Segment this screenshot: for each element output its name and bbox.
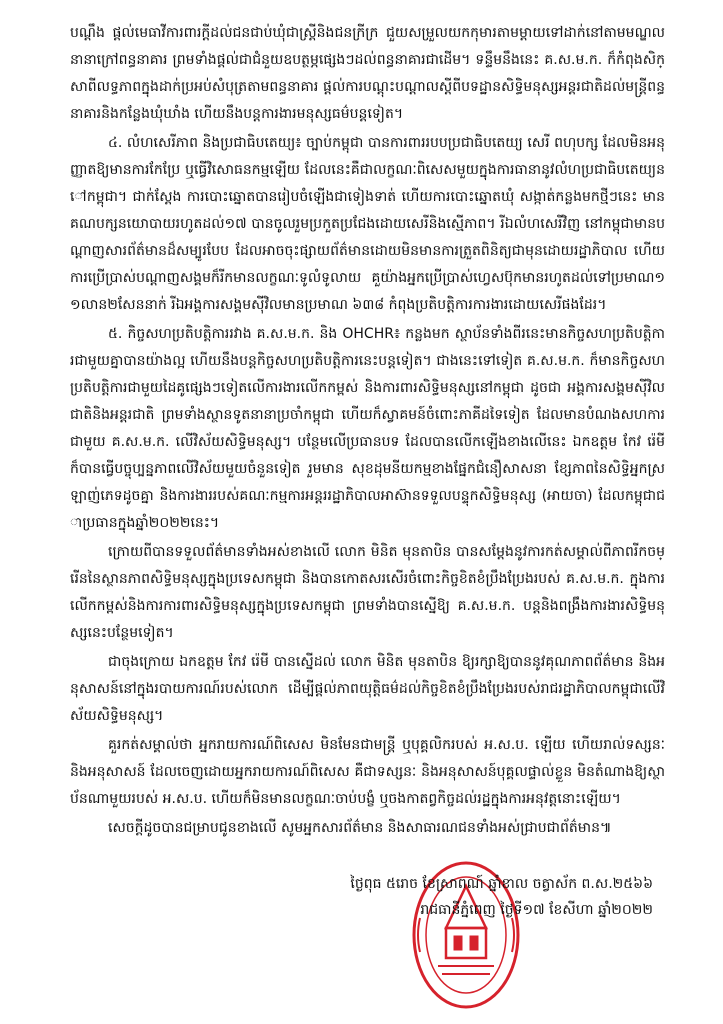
- document-body: [70, 20, 665, 842]
- paragraph-closing-request: ជាចុងក្រោយ ឯកឧត្តម កែវ រ៉េមី បានស្នើដល់ លោក មិនិត មុនតាបិន ឱ្យរក្សាឱ្យបាននូវគុណភាពព័ត៌មាន និងអនុសាសន៍នៅក្នុងរបាយការណ៍របស់លោក ដើម្បីផ្ដល់ភាពយុត្តិធម៌ដល់កិច្ចខិតខំប្រឹងប្រែងរបស់រាជរដ្ឋាភិបាលកម្ពុជាលើវិស័យសិទ្ធិមនុស្ស។: [70, 654, 665, 724]
- dateline-solar: រាជធានីភ្នំពេញ ថ្ងៃទី១៧ ខែសីហា ឆ្នាំ២០២២: [420, 902, 653, 918]
- paragraph-cooperation: ៥. កិច្ចសហប្រតិបត្តិការរវាង គ.ស.ម.ក. និង OHCHR៖ កន្លងមក ស្ថាប័នទាំងពីរនេះមានកិច្ចសហប្រតិបត្តិការជាមួយគ្នាបានយ៉ាងល្អ ហើយនឹងបន្តកិច្ចសហប្រតិបត្តិការនេះបន្តទៀត។ ជាងនេះទៅទៀត គ.ស.ម.ក. ក៏មានកិច្ចសហប្រតិបត្តិការជាមួយដៃគូផ្សេងៗទៀតលើការងារលើកកម្ពស់ និងការពារសិទ្ធិមនុស្សនៅកម្ពុជា ដូចជា អង្គការសង្គមស៊ីវិលជាតិនិងអន្តរជាតិ ព្រមទាំងស្ថានទូតនានាប្រចាំកម្ពុជា ហើយក៏ស្វាគមន៍ចំពោះភាគីដទៃទៀត ដែលមានបំណងសហការជាមួយ គ.ស.ម.ក. លើវិស័យសិទ្ធិមនុស្ស។ បន្ថែមលើប្រធានបទ ដែលបានលើកឡើងខាងលើនេះ ឯកឧត្តម កែវ រ៉េមី ក៏បានធ្វើបច្ចុប្បន្នភាពលើវិស័យមួយចំនួនទៀត រួមមាន សុខដុមនីយកម្មខាងផ្នែកជំនឿសាសនា ខ្សែភាពនៃសិទ្ធិអ្នកស្រឡាញ់ភេទដូចគ្នា និងការងាររបស់គណៈកម្មការអន្តររដ្ឋាភិបាលអាស៊ានទទួលបន្ទុកសិទ្ធិមនុស្ស (អាយចា) ដែលកម្ពុជាជាប្រធានក្នុងឆ្នាំ២០២២នេះ។: [70, 326, 665, 531]
- paragraph-civic-space: ៤. លំហសេរីភាព និងប្រជាធិបតេយ្យ៖ ច្បាប់កម្ពុជា បានការពាររបបប្រជាធិបតេយ្យ សេរី ពហុបក្ស ដែលមិនអនុញ្ញាតឱ្យមានការកែប្រែ ឬធ្វើវិសោធនកម្មឡើយ ដែលនេះគឺជាលក្ខណៈពិសេសមួយក្នុងការធានានូវលំហប្រជាធិបតេយ្យនៅកម្ពុជា។ ជាក់ស្ដែង ការបោះឆ្នោតបានរៀបចំឡើងជាទៀងទាត់ ហើយការបោះឆ្នោតឃុំ សង្កាត់កន្លងមកថ្មីៗនេះ មានគណបក្សនយោបាយរហូតដល់១៧ បានចូលរួមប្រកួតប្រជែងដោយសេរីនិងស្មើភាព។ រីឯលំហសេរីវិញ នៅកម្ពុជាមានបណ្ដាញសារព័ត៌មានដ៏សម្បូរបែប ដែលអាចចុះផ្សាយព័ត៌មានដោយមិនមានការត្រួតពិនិត្យជាមុនដោយរដ្ឋាភិបាល ហើយការប្រើប្រាស់បណ្ដាញសង្គមក៏រីកមានលក្ខណៈទូលំទូលាយ គួយ៉ាងអ្នកប្រើប្រាស់ហ្វេសប៊ុកមានរហូតដល់ទៅប្រមាណ១១លាន២សែននាក់ រីឯអង្គការសង្គមស៊ីវិលមានប្រមាណ ៦៣៨ កំពុងប្រតិបត្តិការការងារដោយសេរីផងដែរ។: [70, 135, 665, 313]
- paragraph-continuation: បណ្ដឹង ផ្ដល់មេធាវីការពារក្ដីដល់ជនជាប់ឃុំជាស្ត្រីនិងជនក្រីក្រ ជួយសម្រួលយកកុមារតាមម្ដាយទៅដាក់នៅតាមមណ្ឌលនានាក្រៅពន្ធនាគារ ព្រមទាំងផ្ដល់ជាជំនួយឧបត្ថម្ភផ្សេងៗដល់ពន្ធនាគារជាដើម។ ទន្ទឹមនឹងនេះ គ.ស.ម.ក. ក៏កំពុងសិក្សាពីលទ្ធភាពក្នុងដាក់ប្រអប់សំបុត្រតាមពន្ធនាគារ ផ្ដល់ការបណ្ដុះបណ្ដាលស្ដីពីបទដ្ឋានសិទ្ធិមនុស្សអន្តរជាតិដល់មន្ត្រីពន្ធនាគារនិងកន្លែងឃុំឃាំង ហើយនឹងបន្តការងារមនុស្សធម៌បន្តទៀត។: [70, 25, 665, 122]
- dateline-lunar: ថ្ងៃពុធ ៥រោច ខែស្រាពណ៍ ឆ្នាំខាល ចត្វាស័ក ព.ស.២៥៦៦: [350, 876, 653, 892]
- paragraph-final-notice: សេចក្ដីដូចបានជម្រាបជូនខាងលើ សូមអ្នកសារព័ត៌មាន និងសាធារណជនទាំងអស់ជ្រាបជាព័ត៌មាន៕: [108, 820, 612, 836]
- paragraph-disclaimer: គួរកត់សម្គាល់ថា អ្នករាយការណ៍ពិសេស មិនមែនជាមន្ត្រី ឬបុគ្គលិករបស់ អ.ស.ប. ឡើយ ហើយរាល់ទស្សនៈ និងអនុសាសន៍ ដែលចេញដោយអ្នករាយការណ៍ពិសេស គឺជាទស្សនៈ និងអនុសាសន៍បុគ្គលផ្ទាល់ខ្លួន មិនតំណាងឱ្យស្ថាប័នណាមួយរបស់ អ.ស.ប. ហើយក៏មិនមានលក្ខណៈចាប់បង្ខំ ឬចងកាតព្វកិច្ចដល់រដ្ឋក្នុងការអនុវត្តនោះឡើយ។: [70, 737, 665, 807]
- paragraph-rapporteur-remarks: ក្រោយពីបានទទួលព័ត៌មានទាំងអស់ខាងលើ លោក មិនិត មុនតាបិន បានសម្ដែងនូវការកត់សម្គាល់ពីភាពរីកចម្រើននៃស្ថានភាពសិទ្ធិមនុស្សក្នុងប្រទេសកម្ពុជា និងបានកោតសរសើរចំពោះកិច្ចខិតខំប្រឹងប្រែងរបស់ គ.ស.ម.ក. ក្នុងការលើកកម្ពស់និងការការពារសិទ្ធិមនុស្សក្នុងប្រទេសកម្ពុជា ព្រមទាំងបានស្នើឱ្យ គ.ស.ម.ក. បន្តនិងពង្រឹងការងារសិទ្ធិមនុស្សនេះបន្ថែមទៀត។: [70, 544, 665, 641]
